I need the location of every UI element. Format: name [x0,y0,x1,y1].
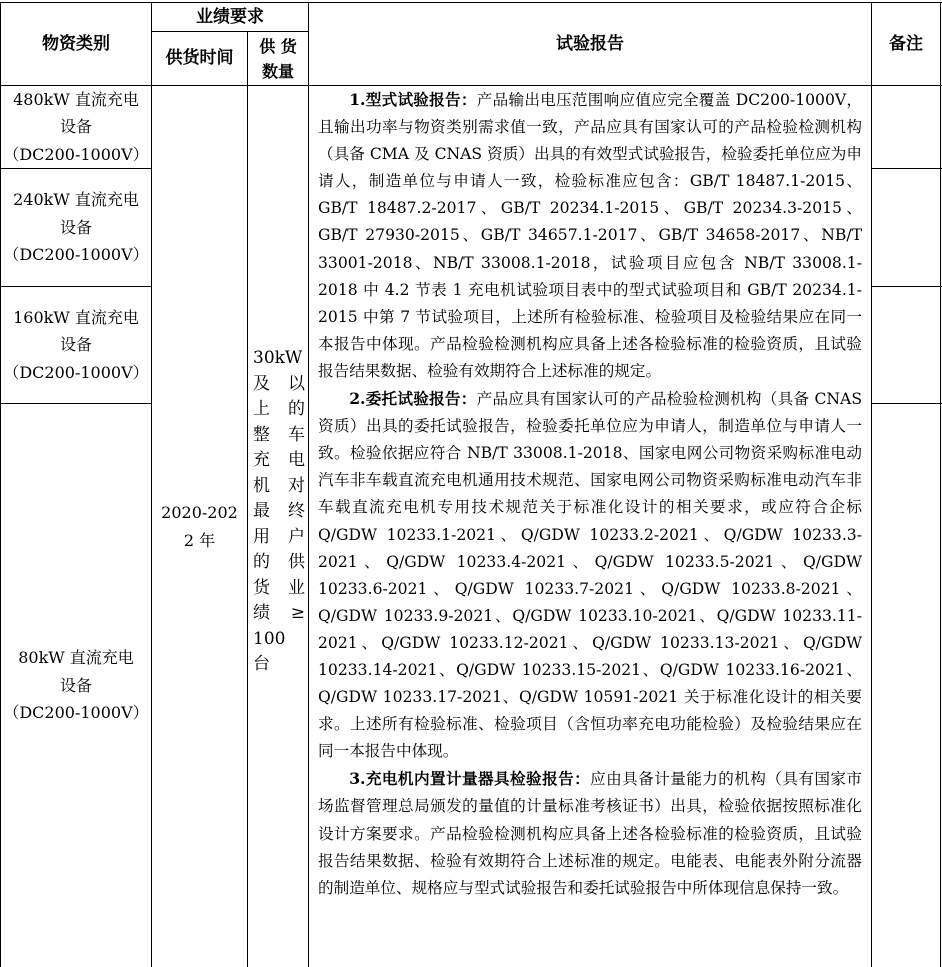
report-body: 产品应具有国家认可的产品检验检测机构（具备 CNAS 资质）出具的委托试验报告，检验委托单位应为申请人，制造单位与申请人一致。检验依据应符合 NB/T 33008.1-2018、国家电网公司物资采购标准电动汽车非车载直流充电机通用技术规范、国家电网公司物资采购标准电动汽车非车载直流充电机专用技术规范关于标准化设计的相关要求，或应符合企标 Q/GDW 10233.1-2021、Q/GDW 10233.2-2021、Q/GDW 10233.3-2021、Q/GDW 10233.4-2021、Q/GDW 10233.5-2021、Q/GDW 10233.6-2021、Q/GDW 10233.7-2021、Q/GDW 10233.8-2021、Q/GDW 10233.9-2021、Q/GDW 10233.10-2021、Q/GDW 10233.11-2021、Q/GDW 10233.12-2021、Q/GDW 10233.13-2021、Q/GDW 10233.14-2021、Q/GDW 10233.15-2021、Q/GDW 10233.16-2021、Q/GDW 10233.17-2021、Q/GDW 10591-2021 关于标准化设计的相关要求。上述所有检验标准、检验项目（含恒功率充电功能检验）及检验结果应在同一本报告中体现。 [318,390,862,761]
row-line-3-right [871,403,942,404]
supply-qty-line: 整 车 [253,424,305,445]
report-paragraph-commissioned-test [318,385,862,765]
supply-qty-line: 绩 ≥ [253,603,305,623]
category-240kw [1,169,151,286]
supply-qty-line: 货 业 [253,577,305,598]
report-paragraph-type-test [318,86,862,385]
report-body: 应由具备计量能力的机构（具有国家市场监督管理总局颁发的量值的计量标准考核证书）出具，检验依据按照标准化设计方案要求。产品检验检测机构应具备上述各检验标准的检验资质，且试验报告结果数据、检验有效期符合上述标准的规定。电能表、电能表外附分流器的制造单位、规格应与型式试验报告和委托试验报告中所体现信息保持一致。 [318,770,862,897]
category-line: （DC200-1000V） [3,144,149,164]
table-border-right [940,2,941,967]
supply-qty-line: 用 户 [253,526,305,547]
supply-time-line: 2020-202 [161,503,238,522]
supply-qty-line: 的 供 [253,552,305,572]
supply-qty-line: 100 [253,628,286,649]
row-line-2-right [871,286,942,287]
supply-qty-line: 上 的 [253,399,305,419]
category-line: （DC200-1000V） [3,245,149,265]
supply-qty-line: 充 电 [253,450,305,470]
header-supply-time: 供货时间 [165,48,234,68]
category-line: 设备 [59,675,92,695]
supply-qty-line: 及 以 [253,373,305,394]
report-paragraph-metering-test [318,765,862,901]
category-80kw [1,404,151,967]
category-line: 80kW 直流充电 [18,648,134,668]
report-heading: 3.充电机内置计量器具检验报告： [349,769,591,789]
category-line: 480kW 直流充电 [13,89,139,109]
header-supply-qty-line1: 供 货 [259,36,297,56]
supply-qty-line: 30kW [253,348,303,368]
header-category: 物资类别 [42,33,110,54]
category-line: （DC200-1000V） [3,362,149,382]
col-line-4 [871,2,872,967]
header-performance: 业绩要求 [196,6,264,27]
header-test-report: 试验报告 [556,33,624,54]
category-480kw [1,86,151,168]
col-line-2 [247,31,248,967]
header-supply-qty-line2: 数量 [261,61,294,81]
supply-time-line: 2 年 [183,530,216,550]
col-line-3 [308,2,309,967]
category-line: 160kW 直流充电 [13,307,139,327]
test-report-content [318,86,862,902]
category-line: 240kW 直流充电 [13,190,139,210]
header-supply-qty [248,32,308,85]
report-heading: 2.委托试验报告： [349,389,477,409]
row-line-1-right [871,168,942,169]
supply-qty-line: 最 终 [253,501,305,521]
supply-time-value [152,86,247,967]
category-line: 设备 [59,217,92,237]
category-line: 设备 [59,117,92,137]
category-160kw [1,287,151,403]
supply-qty-line: 机 对 [253,475,305,496]
report-body: 产品输出电压范围响应值应完全覆盖 DC200-1000V，且输出功率与物资类别需求值一致，产品应具有国家认可的产品检验检测机构（具备 CMA 及 CNAS 资质）出具的有效型式试验报告，检验委托单位应为申请人，制造单位与申请人一致，检验标准应包含：GB/T 18487.1-2015、GB/T 18487.2-2017、GB/T 20234.1-2015、GB/T 20234.3-2015、GB/T 27930-2015、GB/T 34657.1-2017、GB/T 34658-2017、NB/T 33001-2018、NB/T 33008.1-2018，试验项目应包含 NB/T 33008.1-2018 中 4.2 节表 1 充电机试验项目表中的型式试验项目和 GB/T 20234.1-2015 中第 7 节试验项目，上述所有检验标准、检验项目及检验结果应在同一本报告中体现。产品检验检测机构应具备上述各检验标准的检验资质，且试验报告结果数据、检验有效期符合上述标准的规定。 [318,91,862,380]
supply-qty-line: 台 [253,654,270,674]
category-line: （DC200-1000V） [3,703,149,723]
supply-qty-value [253,346,305,678]
report-heading: 1.型式试验报告： [349,90,477,109]
header-remarks: 备注 [889,33,923,54]
category-line: 设备 [59,335,92,355]
